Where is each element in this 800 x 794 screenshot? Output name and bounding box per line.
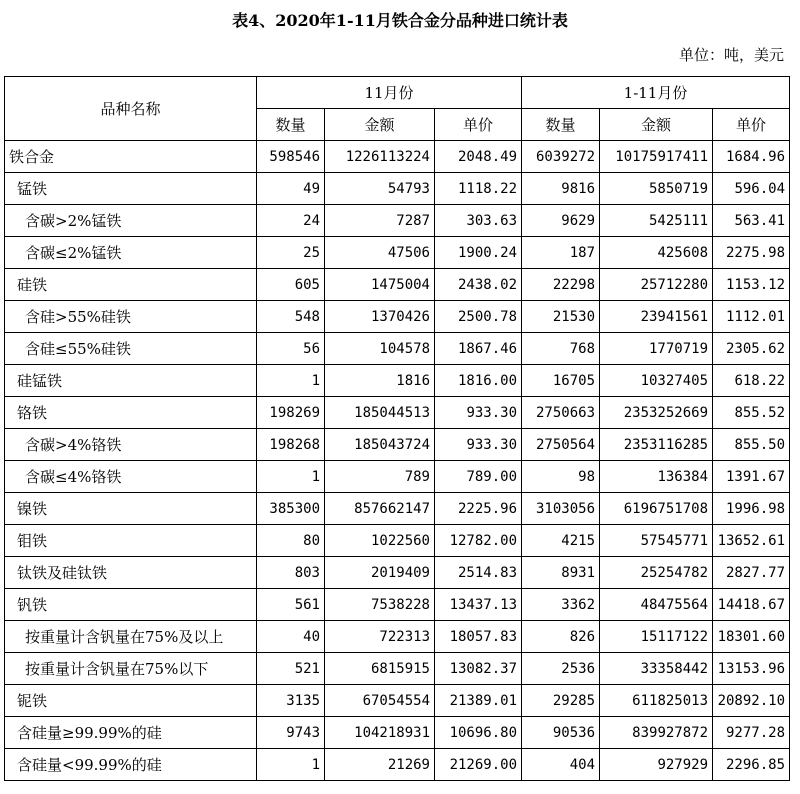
- table-body: [5, 141, 790, 781]
- ytd-amount-cell: 2353116285: [600, 429, 713, 461]
- table-row: [5, 461, 790, 493]
- nov-quantity-cell: 198269: [257, 397, 325, 429]
- import-stats-table: [4, 76, 790, 781]
- nov-amount-cell: 1816: [325, 365, 435, 397]
- header-group-november: 11月份: [257, 77, 522, 109]
- table-row: [5, 397, 790, 429]
- nov-unit-price-cell: 13437.13: [435, 589, 522, 621]
- ytd-quantity-cell: 3103056: [522, 493, 600, 525]
- ytd-amount-cell: 927929: [600, 749, 713, 781]
- nov-amount-cell: 21269: [325, 749, 435, 781]
- table-row: [5, 237, 790, 269]
- product-name-cell: 含硅>55%硅铁: [5, 301, 257, 333]
- ytd-unit-price-cell: 563.41: [713, 205, 790, 237]
- ytd-quantity-cell: 9629: [522, 205, 600, 237]
- product-name-cell: 铌铁: [5, 685, 257, 717]
- header-amount: 金额: [600, 109, 713, 141]
- ytd-amount-cell: 23941561: [600, 301, 713, 333]
- table-row: [5, 589, 790, 621]
- ytd-amount-cell: 1770719: [600, 333, 713, 365]
- table-row: [5, 493, 790, 525]
- nov-quantity-cell: 561: [257, 589, 325, 621]
- product-name-cell: 铁合金: [5, 141, 257, 173]
- table-row: [5, 205, 790, 237]
- nov-quantity-cell: 1: [257, 461, 325, 493]
- product-name-cell: 含硅≤55%硅铁: [5, 333, 257, 365]
- table-row: [5, 269, 790, 301]
- ytd-unit-price-cell: 13652.61: [713, 525, 790, 557]
- table-row: [5, 653, 790, 685]
- header-quantity: 数量: [257, 109, 325, 141]
- header-unit-price: 单价: [713, 109, 790, 141]
- header-row-groups: [5, 77, 790, 109]
- ytd-amount-cell: 5425111: [600, 205, 713, 237]
- table-row: [5, 429, 790, 461]
- ytd-quantity-cell: 4215: [522, 525, 600, 557]
- unit-label: 单位：吨，美元: [678, 46, 784, 64]
- ytd-quantity-cell: 29285: [522, 685, 600, 717]
- table-row: [5, 365, 790, 397]
- ytd-unit-price-cell: 2827.77: [713, 557, 790, 589]
- nov-unit-price-cell: 789.00: [435, 461, 522, 493]
- ytd-amount-cell: 10327405: [600, 365, 713, 397]
- nov-amount-cell: 185044513: [325, 397, 435, 429]
- nov-unit-price-cell: 10696.80: [435, 717, 522, 749]
- nov-amount-cell: 1226113224: [325, 141, 435, 173]
- ytd-unit-price-cell: 2275.98: [713, 237, 790, 269]
- table-row: [5, 141, 790, 173]
- product-name-cell: 含碳>4%铬铁: [5, 429, 257, 461]
- ytd-quantity-cell: 187: [522, 237, 600, 269]
- nov-quantity-cell: 521: [257, 653, 325, 685]
- product-name-cell: 硅锰铁: [5, 365, 257, 397]
- header-amount: 金额: [325, 109, 435, 141]
- nov-unit-price-cell: 2225.96: [435, 493, 522, 525]
- table-row: [5, 301, 790, 333]
- nov-amount-cell: 185043724: [325, 429, 435, 461]
- nov-amount-cell: 789: [325, 461, 435, 493]
- nov-quantity-cell: 24: [257, 205, 325, 237]
- table-row: [5, 525, 790, 557]
- product-name-cell: 镍铁: [5, 493, 257, 525]
- nov-amount-cell: 1022560: [325, 525, 435, 557]
- product-name-cell: 钛铁及硅钛铁: [5, 557, 257, 589]
- nov-quantity-cell: 198268: [257, 429, 325, 461]
- nov-quantity-cell: 56: [257, 333, 325, 365]
- nov-unit-price-cell: 1118.22: [435, 173, 522, 205]
- ytd-unit-price-cell: 855.50: [713, 429, 790, 461]
- header-unit-price: 单价: [435, 109, 522, 141]
- product-name-cell: 钼铁: [5, 525, 257, 557]
- ytd-quantity-cell: 21530: [522, 301, 600, 333]
- nov-quantity-cell: 25: [257, 237, 325, 269]
- product-name-cell: 按重量计含钒量在75%及以上: [5, 621, 257, 653]
- ytd-quantity-cell: 826: [522, 621, 600, 653]
- nov-amount-cell: 54793: [325, 173, 435, 205]
- ytd-amount-cell: 25254782: [600, 557, 713, 589]
- nov-quantity-cell: 49: [257, 173, 325, 205]
- nov-unit-price-cell: 1816.00: [435, 365, 522, 397]
- table-row: [5, 557, 790, 589]
- ytd-amount-cell: 611825013: [600, 685, 713, 717]
- nov-amount-cell: 857662147: [325, 493, 435, 525]
- nov-amount-cell: 7538228: [325, 589, 435, 621]
- table-title: 表4、2020年1-11月铁合金分品种进口统计表: [232, 11, 568, 30]
- ytd-unit-price-cell: 596.04: [713, 173, 790, 205]
- nov-quantity-cell: 3135: [257, 685, 325, 717]
- ytd-unit-price-cell: 618.22: [713, 365, 790, 397]
- product-name-cell: 含硅量≥99.99%的硅: [5, 717, 257, 749]
- nov-quantity-cell: 1: [257, 749, 325, 781]
- nov-unit-price-cell: 1900.24: [435, 237, 522, 269]
- nov-quantity-cell: 385300: [257, 493, 325, 525]
- ytd-amount-cell: 48475564: [600, 589, 713, 621]
- ytd-quantity-cell: 22298: [522, 269, 600, 301]
- nov-unit-price-cell: 933.30: [435, 397, 522, 429]
- ytd-unit-price-cell: 18301.60: [713, 621, 790, 653]
- nov-amount-cell: 104218931: [325, 717, 435, 749]
- table-row: [5, 717, 790, 749]
- ytd-quantity-cell: 16705: [522, 365, 600, 397]
- nov-quantity-cell: 80: [257, 525, 325, 557]
- table-row: [5, 621, 790, 653]
- ytd-amount-cell: 136384: [600, 461, 713, 493]
- nov-unit-price-cell: 2048.49: [435, 141, 522, 173]
- ytd-quantity-cell: 404: [522, 749, 600, 781]
- ytd-amount-cell: 10175917411: [600, 141, 713, 173]
- ytd-quantity-cell: 2750564: [522, 429, 600, 461]
- ytd-amount-cell: 25712280: [600, 269, 713, 301]
- product-name-cell: 含碳≤4%铬铁: [5, 461, 257, 493]
- ytd-quantity-cell: 2750663: [522, 397, 600, 429]
- nov-amount-cell: 104578: [325, 333, 435, 365]
- product-name-cell: 硅铁: [5, 269, 257, 301]
- ytd-amount-cell: 839927872: [600, 717, 713, 749]
- ytd-unit-price-cell: 9277.28: [713, 717, 790, 749]
- nov-amount-cell: 47506: [325, 237, 435, 269]
- product-name-cell: 锰铁: [5, 173, 257, 205]
- ytd-unit-price-cell: 13153.96: [713, 653, 790, 685]
- ytd-unit-price-cell: 1112.01: [713, 301, 790, 333]
- ytd-unit-price-cell: 1996.98: [713, 493, 790, 525]
- ytd-amount-cell: 6196751708: [600, 493, 713, 525]
- table-row: [5, 173, 790, 205]
- ytd-unit-price-cell: 1684.96: [713, 141, 790, 173]
- ytd-amount-cell: 57545771: [600, 525, 713, 557]
- ytd-quantity-cell: 768: [522, 333, 600, 365]
- ytd-quantity-cell: 6039272: [522, 141, 600, 173]
- nov-quantity-cell: 40: [257, 621, 325, 653]
- nov-amount-cell: 722313: [325, 621, 435, 653]
- ytd-quantity-cell: 2536: [522, 653, 600, 685]
- nov-quantity-cell: 548: [257, 301, 325, 333]
- nov-unit-price-cell: 2514.83: [435, 557, 522, 589]
- ytd-quantity-cell: 3362: [522, 589, 600, 621]
- nov-amount-cell: 2019409: [325, 557, 435, 589]
- ytd-amount-cell: 425608: [600, 237, 713, 269]
- ytd-quantity-cell: 9816: [522, 173, 600, 205]
- ytd-amount-cell: 2353252669: [600, 397, 713, 429]
- nov-unit-price-cell: 1867.46: [435, 333, 522, 365]
- nov-quantity-cell: 598546: [257, 141, 325, 173]
- nov-unit-price-cell: 21389.01: [435, 685, 522, 717]
- product-name-cell: 按重量计含钒量在75%以下: [5, 653, 257, 685]
- nov-amount-cell: 1370426: [325, 301, 435, 333]
- ytd-amount-cell: 15117122: [600, 621, 713, 653]
- ytd-unit-price-cell: 20892.10: [713, 685, 790, 717]
- table-row: [5, 333, 790, 365]
- ytd-unit-price-cell: 2305.62: [713, 333, 790, 365]
- nov-unit-price-cell: 2500.78: [435, 301, 522, 333]
- nov-unit-price-cell: 933.30: [435, 429, 522, 461]
- nov-unit-price-cell: 12782.00: [435, 525, 522, 557]
- table-row: [5, 685, 790, 717]
- ytd-amount-cell: 33358442: [600, 653, 713, 685]
- ytd-unit-price-cell: 1153.12: [713, 269, 790, 301]
- ytd-unit-price-cell: 14418.67: [713, 589, 790, 621]
- product-name-cell: 含碳≤2%锰铁: [5, 237, 257, 269]
- nov-amount-cell: 6815915: [325, 653, 435, 685]
- nov-unit-price-cell: 2438.02: [435, 269, 522, 301]
- ytd-quantity-cell: 8931: [522, 557, 600, 589]
- ytd-unit-price-cell: 2296.85: [713, 749, 790, 781]
- nov-amount-cell: 1475004: [325, 269, 435, 301]
- header-product-name: 品种名称: [5, 77, 257, 141]
- product-name-cell: 铬铁: [5, 397, 257, 429]
- ytd-unit-price-cell: 1391.67: [713, 461, 790, 493]
- nov-unit-price-cell: 18057.83: [435, 621, 522, 653]
- ytd-unit-price-cell: 855.52: [713, 397, 790, 429]
- nov-unit-price-cell: 13082.37: [435, 653, 522, 685]
- nov-quantity-cell: 605: [257, 269, 325, 301]
- nov-quantity-cell: 803: [257, 557, 325, 589]
- ytd-amount-cell: 5850719: [600, 173, 713, 205]
- nov-quantity-cell: 9743: [257, 717, 325, 749]
- nov-quantity-cell: 1: [257, 365, 325, 397]
- header-group-jan-nov: 1-11月份: [522, 77, 790, 109]
- ytd-quantity-cell: 90536: [522, 717, 600, 749]
- ytd-quantity-cell: 98: [522, 461, 600, 493]
- header-quantity: 数量: [522, 109, 600, 141]
- nov-amount-cell: 67054554: [325, 685, 435, 717]
- product-name-cell: 钒铁: [5, 589, 257, 621]
- product-name-cell: 含硅量<99.99%的硅: [5, 749, 257, 781]
- nov-unit-price-cell: 303.63: [435, 205, 522, 237]
- nov-unit-price-cell: 21269.00: [435, 749, 522, 781]
- product-name-cell: 含碳>2%锰铁: [5, 205, 257, 237]
- nov-amount-cell: 7287: [325, 205, 435, 237]
- table-row: [5, 749, 790, 781]
